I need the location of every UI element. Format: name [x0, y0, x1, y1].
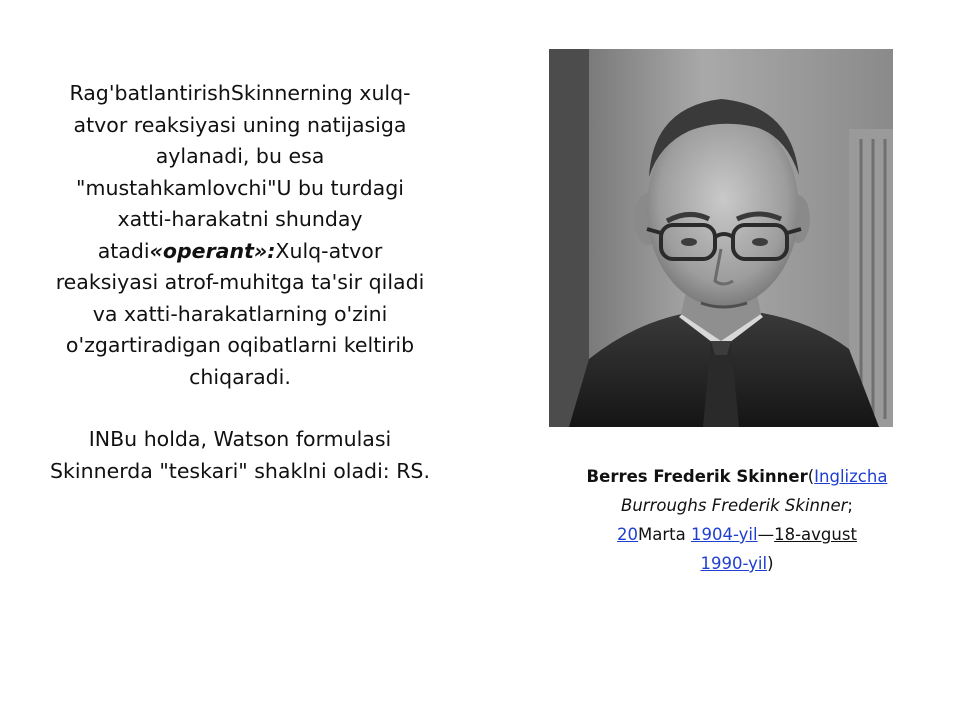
slide-text [50, 78, 430, 487]
caption-semicolon: ; [847, 496, 853, 515]
paragraph-watson: INBu holda, Watson formulasi Skinnerda "teskari" shaklni oladi: RS. [50, 427, 430, 483]
portrait-image [549, 49, 893, 427]
paragraph-operant-part2: Xulq-atvor reaksiyasi atrof-muhitga ta'sir qiladi va xatti-harakatlarning o'zini o'zgartiradigan oqibatlarni keltirib chiqaradi. [55, 238, 425, 389]
skinner-portrait [549, 49, 893, 427]
death-year-link[interactable]: 1990-yil [700, 554, 768, 573]
portrait-caption [560, 462, 914, 578]
caption-birth-month: Marta [638, 525, 686, 544]
caption-open-paren: ( [807, 467, 815, 486]
paragraph-operant-part1: Rag'batlantirishSkinnerning xulq-atvor reaksiyasi uning natijasiga aylanadi, bu esa "mustahkamlovchi"U bu turdagi xatti-harakatni shunday atadi [69, 81, 411, 263]
caption-original-name: Burroughs Frederik Skinner [621, 496, 848, 515]
caption-close-paren: ) [767, 554, 774, 573]
birth-year-link[interactable]: 1904-yil [691, 525, 758, 544]
caption-dash: — [757, 525, 775, 544]
birth-day-link[interactable]: 20 [617, 525, 639, 544]
caption-name: Berres Frederik Skinner [586, 467, 808, 486]
language-link[interactable]: Inglizcha [814, 467, 888, 486]
caption-death-date: 18-avgust [774, 525, 857, 544]
operant-term: «operant»: [149, 238, 276, 263]
paragraph-operant [50, 78, 430, 393]
